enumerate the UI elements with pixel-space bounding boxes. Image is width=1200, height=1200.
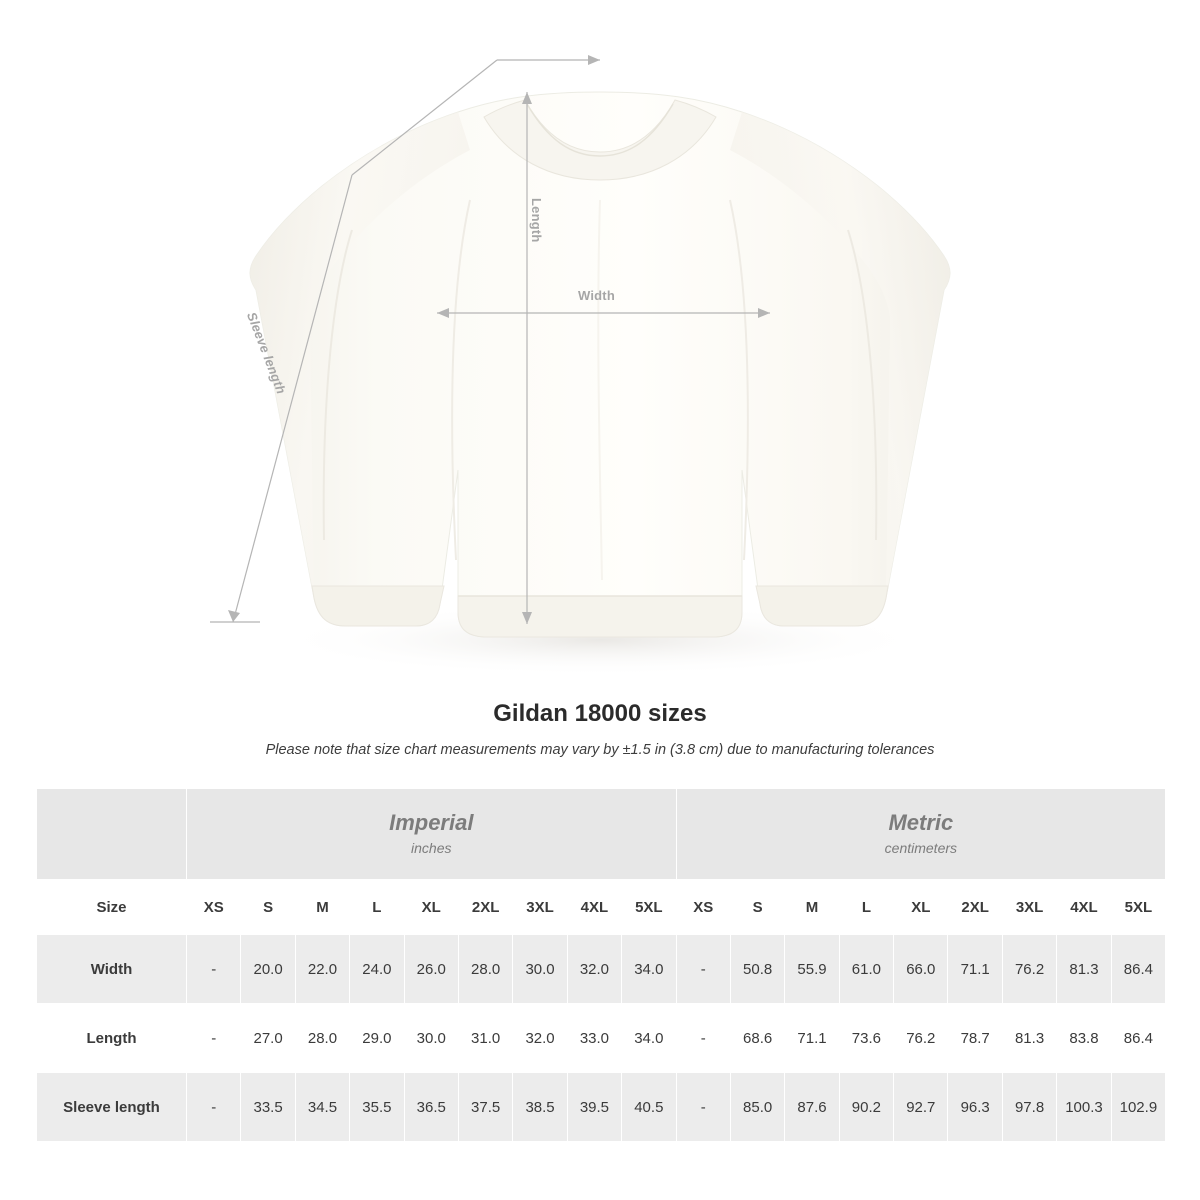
measurement-cell: 90.2 bbox=[839, 1073, 893, 1142]
measurement-cell: 32.0 bbox=[567, 935, 621, 1004]
measurement-cell: - bbox=[187, 1004, 241, 1073]
measurement-cell: 35.5 bbox=[350, 1073, 404, 1142]
measurement-cell: 68.6 bbox=[730, 1004, 784, 1073]
unit-header-metric bbox=[676, 789, 1166, 880]
measurement-cell: 34.0 bbox=[622, 935, 676, 1004]
unit-name: Imperial bbox=[389, 810, 474, 836]
size-header-row bbox=[37, 880, 1166, 935]
page-title: Gildan 18000 sizes bbox=[493, 700, 707, 727]
row-label: Sleeve length bbox=[37, 1073, 187, 1142]
size-header-cell: L bbox=[839, 880, 893, 935]
measurement-cell: 22.0 bbox=[295, 935, 349, 1004]
measurement-cell: 66.0 bbox=[894, 935, 948, 1004]
measurement-cell: 92.7 bbox=[894, 1073, 948, 1142]
measurement-cell: 86.4 bbox=[1111, 1004, 1165, 1073]
measurement-cell: 81.3 bbox=[1057, 935, 1111, 1004]
size-header-cell: L bbox=[350, 880, 404, 935]
measurement-cell: 32.0 bbox=[513, 1004, 567, 1073]
measurement-cell: 26.0 bbox=[404, 935, 458, 1004]
unit-header-imperial bbox=[187, 789, 677, 880]
size-table-wrapper bbox=[36, 788, 1164, 1142]
measurement-cell: 78.7 bbox=[948, 1004, 1002, 1073]
measurement-cell: 71.1 bbox=[785, 1004, 839, 1073]
size-table bbox=[36, 788, 1166, 1142]
measurement-cell: - bbox=[187, 935, 241, 1004]
width-measure-label: Width bbox=[578, 288, 615, 303]
table-row bbox=[37, 1004, 1166, 1073]
size-header-cell: 4XL bbox=[567, 880, 621, 935]
size-header-cell: M bbox=[785, 880, 839, 935]
size-header-cell: M bbox=[295, 880, 349, 935]
measurement-cell: 87.6 bbox=[785, 1073, 839, 1142]
size-header-cell: 3XL bbox=[1002, 880, 1056, 935]
size-column-header: Size bbox=[37, 880, 187, 935]
measurement-cell: 96.3 bbox=[948, 1073, 1002, 1142]
table-corner-cell bbox=[37, 789, 187, 880]
measurement-cell: 27.0 bbox=[241, 1004, 295, 1073]
measurement-cell: 34.0 bbox=[622, 1004, 676, 1073]
size-header-cell: XL bbox=[894, 880, 948, 935]
measurement-cell: - bbox=[676, 1073, 730, 1142]
size-header-cell: 4XL bbox=[1057, 880, 1111, 935]
measurement-cell: 39.5 bbox=[567, 1073, 621, 1142]
measurement-cell: 61.0 bbox=[839, 935, 893, 1004]
size-header-cell: 2XL bbox=[948, 880, 1002, 935]
measurement-cell: 97.8 bbox=[1002, 1073, 1056, 1142]
measurement-cell: - bbox=[676, 935, 730, 1004]
size-header-cell: 5XL bbox=[1111, 880, 1165, 935]
measurement-cell: 34.5 bbox=[295, 1073, 349, 1142]
measurement-cell: 81.3 bbox=[1002, 1004, 1056, 1073]
size-header-cell: S bbox=[730, 880, 784, 935]
measurement-cell: 36.5 bbox=[404, 1073, 458, 1142]
measurement-cell: 71.1 bbox=[948, 935, 1002, 1004]
measurement-cell: 55.9 bbox=[785, 935, 839, 1004]
size-header-cell: 3XL bbox=[513, 880, 567, 935]
table-row bbox=[37, 935, 1166, 1004]
unit-name: Metric bbox=[888, 810, 954, 836]
measurement-cell: 73.6 bbox=[839, 1004, 893, 1073]
measurement-cell: 28.0 bbox=[295, 1004, 349, 1073]
measurement-cell: 83.8 bbox=[1057, 1004, 1111, 1073]
size-header-cell: XS bbox=[187, 880, 241, 935]
size-header-cell: XL bbox=[404, 880, 458, 935]
sleeve-length-measure-label: Sleeve length bbox=[243, 310, 289, 397]
table-row bbox=[37, 1073, 1166, 1142]
unit-subtitle: inches bbox=[411, 839, 452, 856]
length-measure-label: Length bbox=[529, 198, 544, 243]
measurement-cell: 50.8 bbox=[730, 935, 784, 1004]
measurement-cell: 31.0 bbox=[458, 1004, 512, 1073]
unit-subtitle: centimeters bbox=[884, 839, 958, 856]
measurement-cell: 86.4 bbox=[1111, 935, 1165, 1004]
measurement-cell: 30.0 bbox=[513, 935, 567, 1004]
size-header-cell: 5XL bbox=[622, 880, 676, 935]
measurement-cell: 28.0 bbox=[458, 935, 512, 1004]
measurement-cell: 20.0 bbox=[241, 935, 295, 1004]
title-block bbox=[0, 700, 1200, 758]
measurement-cell: 30.0 bbox=[404, 1004, 458, 1073]
measurement-cell: 100.3 bbox=[1057, 1073, 1111, 1142]
measurement-cell: - bbox=[676, 1004, 730, 1073]
measurement-cell: 33.5 bbox=[241, 1073, 295, 1142]
measurement-cell: 102.9 bbox=[1111, 1073, 1165, 1142]
measurement-cell: 29.0 bbox=[350, 1004, 404, 1073]
measurement-cell: 76.2 bbox=[894, 1004, 948, 1073]
measurement-cell: 24.0 bbox=[350, 935, 404, 1004]
size-header-cell: XS bbox=[676, 880, 730, 935]
measurement-cell: 40.5 bbox=[622, 1073, 676, 1142]
unit-header-row bbox=[37, 789, 1166, 880]
measurement-cell: 38.5 bbox=[513, 1073, 567, 1142]
size-header-cell: S bbox=[241, 880, 295, 935]
measurement-cell: 76.2 bbox=[1002, 935, 1056, 1004]
measurement-cell: - bbox=[187, 1073, 241, 1142]
size-header-cell: 2XL bbox=[458, 880, 512, 935]
tolerance-note: Please note that size chart measurements may vary by ±1.5 in (3.8 cm) due to manufacturing tolerances bbox=[265, 742, 935, 758]
measurement-cell: 85.0 bbox=[730, 1073, 784, 1142]
measurement-cell: 33.0 bbox=[567, 1004, 621, 1073]
row-label: Length bbox=[37, 1004, 187, 1073]
row-label: Width bbox=[37, 935, 187, 1004]
measurement-cell: 37.5 bbox=[458, 1073, 512, 1142]
